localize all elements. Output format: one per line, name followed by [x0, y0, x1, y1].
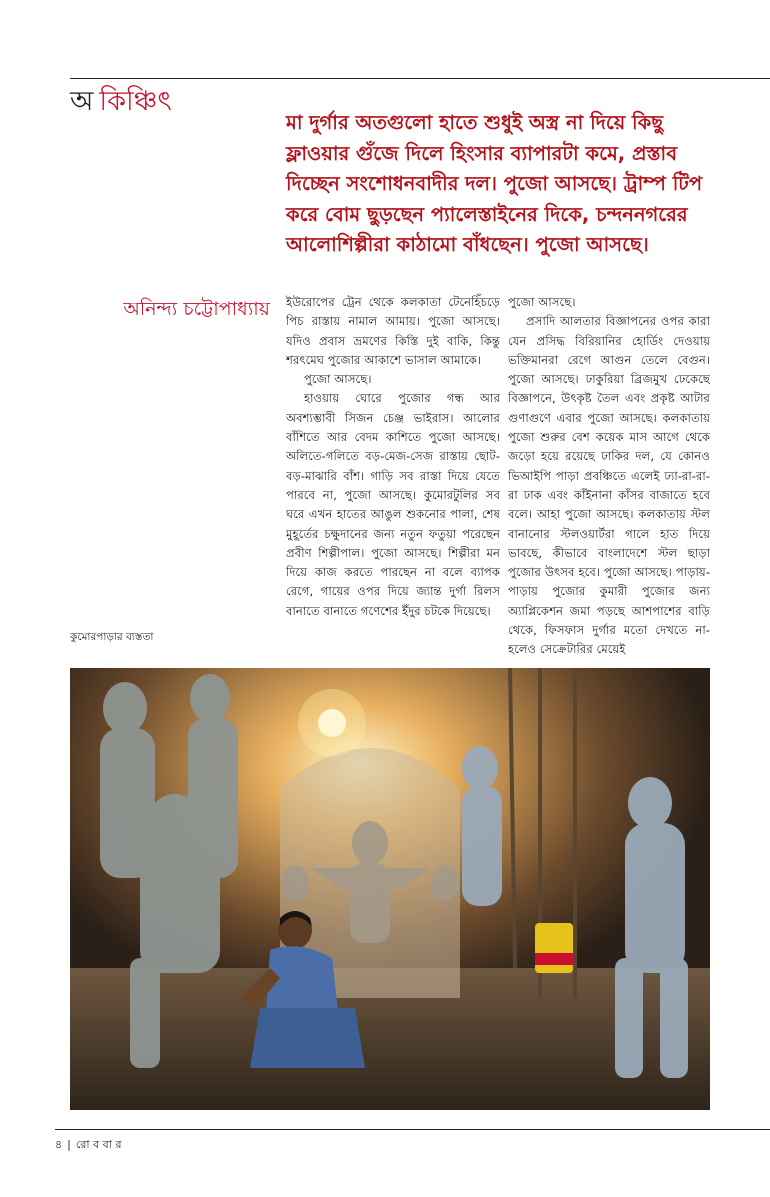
article-photo — [70, 668, 710, 1110]
paragraph: হাওয়ায় ঘোরে পুজোর গন্ধ আর অবশ্যম্ভাবী সিজন চেঞ্জ ভাইরাস। আলোর বাঁশিতে আর বেদম কাশিতে পুজো আসছে। অলিতে-গলিতে বড়-মেজ-সেজ রাস্তায় ছোট-বড়-মাঝারি বাঁশ। গাড়ি সব রাস্তা দিয়ে যেতে পারবে না, পুজো আসছে। কুমোরটুলির সব ঘরে এখন হাতের আঙুল শুকনোর পালা, শেষ মুহূর্তের চক্ষুদানের জন্য নতুন ফতুয়া পরেছেন প্রবীণ শিল্পীপাল। পুজো আসছে। শিল্পীরা মন দিয়ে কাজ করতে পারছেন না বলে ব্যাপক রেগে, গায়ের ওপর দিয়ে জ্যান্ত দুর্গা রিলস বানাতে বানাতে গণেশের ইঁদুর চটকে দিয়েছে। — [286, 391, 500, 618]
paragraph: ইউরোপের ট্রেন থেকে কলকাতা টেনেহিঁচড়ে পিচ রাস্তায় নামাল আমায়। পুজো আসছে। যদিও প্রবাস ভ্রমণের কিস্তি দুই বাকি, কিন্তু শরৎমেঘ পুজোর আকাশে ভাসাল আমাকে। — [286, 295, 500, 367]
paragraph: প্রসাদি আলতার বিজ্ঞাপনের ওপর কারা যেন প্রসিদ্ধ বিরিয়ানির হোর্ডিং দেওয়ায় ভক্তিমানরা রেগে আগুন তেলে বেগুন। পুজো আসছে। ঢাকুরিয়া ব্রিজমুখ ঢেকেছে বিজ্ঞাপনে, উৎকৃষ্ট তৈল এবং প্রকৃষ্ট আটার গুণাগুণে এবার পুজো আসছে। কলকাতায় পুজো শুরুর বেশ কয়েক মাস আগে থেকে জড়ো হয়ে রয়েছে ঢাকির দল, যে কোনও ভিআইপি পাড়া প্রবঞ্চিতে এলেই ঢ্যা-রা-রা-রা ঢাক এবং কাঁইনানা কাঁসর বাজাতে হবে বলে। আহা পুজো আসছে। কলকাতায় স্টল বানানোর স্টলওয়ার্টরা গালে হাত দিয়ে ভাবছে, কীভাবে বাংলাদেশে স্টল ছাড়া পুজোর উৎসব হবে। পুজো আসছে। পাড়ায়-পাড়ায় পুজোর কুমারী পুজোর জন্য অ্যাপ্লিকেশন জমা পড়ছে আশপাশের বাড়ি থেকে, ফিসফাস দুর্গার মতো দেখতে না-হলেও সেক্রেটারির মেয়েই — [508, 314, 710, 657]
article-column-2 — [508, 293, 710, 663]
header-rule — [70, 78, 770, 79]
footer-rule — [55, 1129, 770, 1130]
paragraph: পুজো আসছে। — [304, 372, 372, 387]
page-footer — [55, 1136, 122, 1155]
section-prefix: অ — [70, 86, 94, 117]
magazine-name: রো ব বা র — [75, 1138, 122, 1151]
section-name: কিঞ্চিৎ — [99, 86, 172, 117]
photo-caption: কুমোরপাড়ার ব্যস্ততা — [70, 631, 154, 643]
paragraph: পুজো আসছে। — [508, 295, 576, 309]
footer-separator: | — [67, 1138, 71, 1151]
standfirst: মা দুর্গার অতগুলো হাতে শুধুই অস্ত্র না দিয়ে কিছু ফ্লাওয়ার গুঁজে দিলে হিংসার ব্যাপারটা কমে, প্রস্তাব দিচ্ছেন সংশোধনবাদীর দল। পুজো আসছে। ট্রাম্প টিপ করে বোম ছুড়ছেন প্যালেস্তাইনের দিকে, চন্দননগরের আলোশিল্পীরা কাঠামো বাঁধছেন। পুজো আসছে। — [286, 111, 703, 256]
page-number: ৪ — [55, 1138, 63, 1151]
article-column-1 — [286, 293, 500, 653]
author-byline: অনিন্দ্য চট্টোপাধ্যায় — [123, 298, 270, 320]
workshop-photo-illustration — [70, 668, 710, 1110]
section-label — [70, 84, 172, 120]
